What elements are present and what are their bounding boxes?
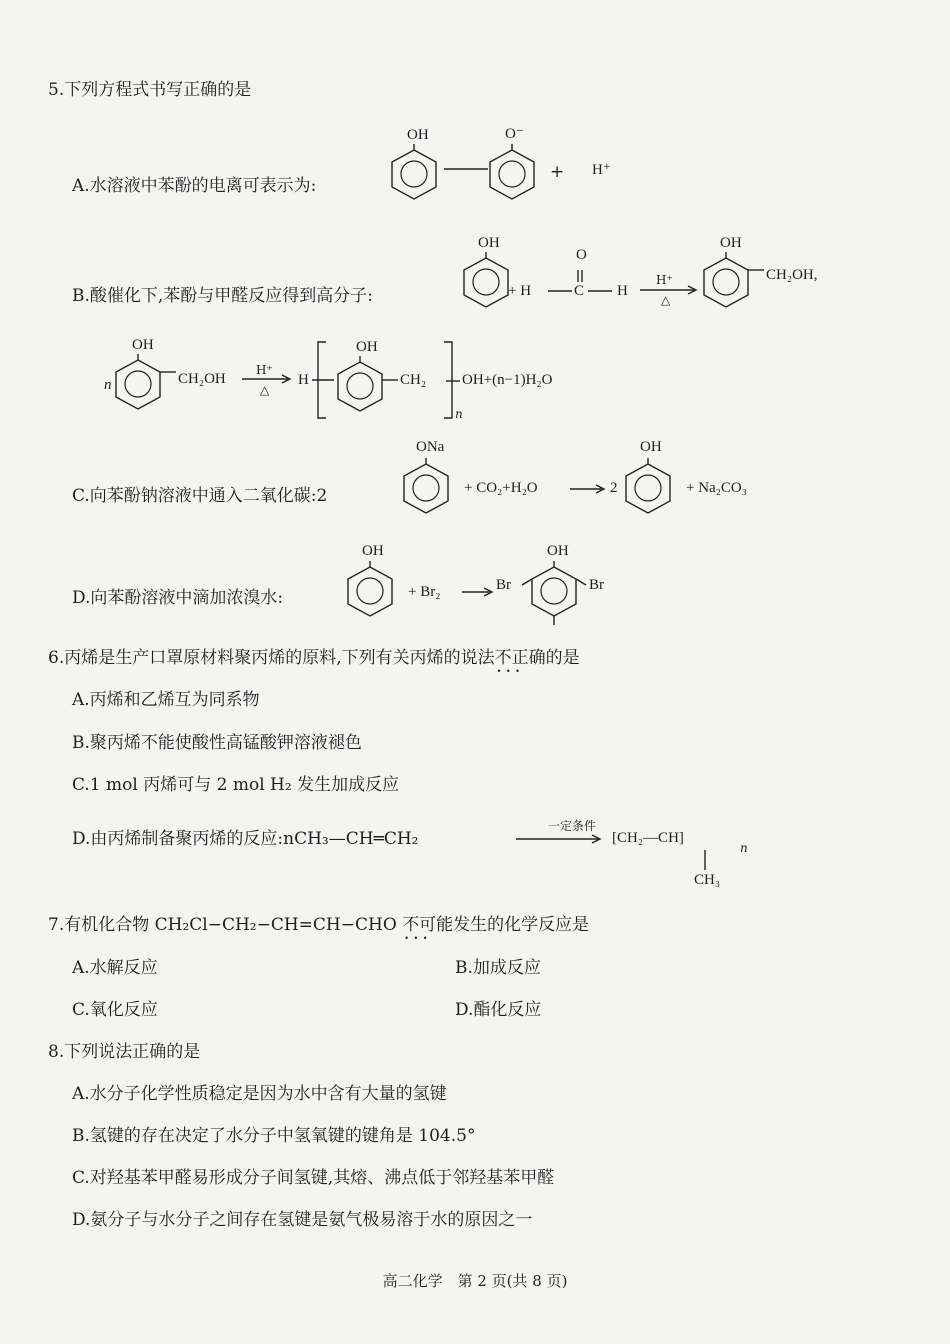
benzene-ring-icon [388, 146, 448, 204]
q5b-cat-2: H⁺ [256, 363, 273, 377]
q6-d-ch3: CH₃ [694, 872, 721, 888]
q5c-oh: OH [640, 439, 662, 455]
q5b-product-oh: OH [720, 235, 742, 251]
q8-option-c: C.对羟基苯甲醛易形成分子间氢键,其熔、沸点低于邻羟基苯甲醛 [72, 1168, 555, 1188]
q7-option-b: B.加成反应 [455, 958, 541, 978]
benzene-ring-icon [344, 563, 404, 621]
q5a-oh: OH [407, 127, 429, 143]
q5a-o-minus: O⁻ [505, 126, 524, 142]
q5b-oh: OH [478, 235, 500, 251]
benzene-ring-icon [622, 460, 682, 518]
q6-option-b: B.聚丙烯不能使酸性高锰酸钾溶液褪色 [72, 733, 362, 753]
q5b-heat-2: △ [260, 383, 270, 397]
q6-d-product: [CH₂—CH] [612, 830, 684, 846]
q5-option-b-label: B.酸催化下,苯酚与甲醛反应得到高分子: [72, 286, 374, 306]
benzene-ring-icon [486, 146, 546, 204]
q5b-product1: CH₂OH, [766, 267, 818, 283]
benzene-ring-icon [700, 254, 790, 312]
q5b-h-right: H [617, 283, 628, 299]
q6-d-condition: 一定条件 [548, 819, 597, 833]
q5-option-d-label: D.向苯酚溶液中滴加浓溴水: [72, 588, 284, 608]
q5b-n: n [104, 377, 112, 393]
q5b-h: H [298, 372, 309, 388]
q5d-oh: OH [362, 543, 384, 559]
q6-option-d-label: D.由丙烯制备聚丙烯的反应:nCH₃—CH═CH₂ [72, 829, 419, 849]
q5b-c: C [574, 283, 585, 299]
q5b-o: O [576, 247, 587, 263]
q6-emphasis: 不正确 • • • [495, 648, 546, 668]
tribromophenol-structure [528, 563, 608, 633]
q5b-h-left: + H [508, 283, 532, 299]
q5d-product-oh: OH [547, 543, 569, 559]
reaction-arrow-icon [514, 834, 604, 844]
q7-emphasis: 不可能 • • • [402, 915, 453, 935]
q7-option-c: C.氧化反应 [72, 1000, 158, 1020]
q5b-ch2oh: CH₂OH [178, 371, 226, 387]
q5b-heat: △ [661, 293, 671, 307]
q5c-coef: 2 [610, 480, 618, 496]
q5c-tail: + Na₂CO₃ [686, 480, 747, 496]
q5b-oh-2: OH [132, 337, 154, 353]
reaction-arrow-icon [462, 587, 498, 597]
q5-option-c-label: C.向苯酚钠溶液中通入二氧化碳:2 [72, 486, 328, 506]
reaction-arrow-icon [570, 484, 610, 494]
q5d-br-right: Br [589, 577, 604, 593]
q5b-sub-n: n [455, 407, 463, 421]
q6-option-c: C.1 mol 丙烯可与 2 mol H₂ 发生加成反应 [72, 775, 400, 795]
q5d-mid: + Br₂ [408, 584, 441, 600]
q5-option-a-label: A.水溶液中苯酚的电离可表示为: [72, 176, 317, 196]
q7-stem: 7.有机化合物 CH₂Cl−CH₂−CH=CH−CHO 不可能 • • •发生的化学反应是 [48, 917, 589, 934]
q5b-catalyst: H⁺ [656, 273, 673, 287]
q6-d-n: n [740, 841, 748, 855]
q5c-mid: + CO₂+H₂O [464, 480, 538, 496]
q5b-oh-3: OH [356, 339, 378, 355]
benzene-ring-icon [400, 460, 460, 518]
q8-option-d: D.氨分子与水分子之间存在氢键是氨气极易溶于水的原因之一 [72, 1210, 533, 1230]
q5b-tail: OH+(n−1)H₂O [462, 372, 553, 388]
q8-option-b: B.氢键的存在决定了水分子中氢氧键的键角是 104.5° [72, 1126, 476, 1146]
q7-option-d: D.酯化反应 [455, 1000, 542, 1020]
q5a-h-plus: H⁺ [592, 162, 611, 178]
q5c-ona: ONa [416, 439, 445, 455]
bond-line [700, 850, 710, 874]
ionization-arrow [442, 165, 492, 175]
q7-option-a: A.水解反应 [72, 958, 158, 978]
q5a-plus: + [550, 162, 565, 182]
q6-stem: 6.丙烯是生产口罩原材料聚丙烯的原料,下列有关丙烯的说法不正确 • • •的是 [48, 650, 580, 667]
q5d-br-left: Br [496, 577, 511, 593]
q8-option-a: A.水分子化学性质稳定是因为水中含有大量的氢键 [72, 1084, 447, 1104]
q5-stem: 5.下列方程式书写正确的是 [48, 80, 252, 100]
q8-stem: 8.下列说法正确的是 [48, 1042, 201, 1062]
q6-option-a: A.丙烯和乙烯互为同系物 [72, 690, 260, 710]
page-footer: 高二化学 第 2 页(共 8 页) [382, 1272, 568, 1290]
q5b-ch2: CH₂ [400, 372, 427, 388]
